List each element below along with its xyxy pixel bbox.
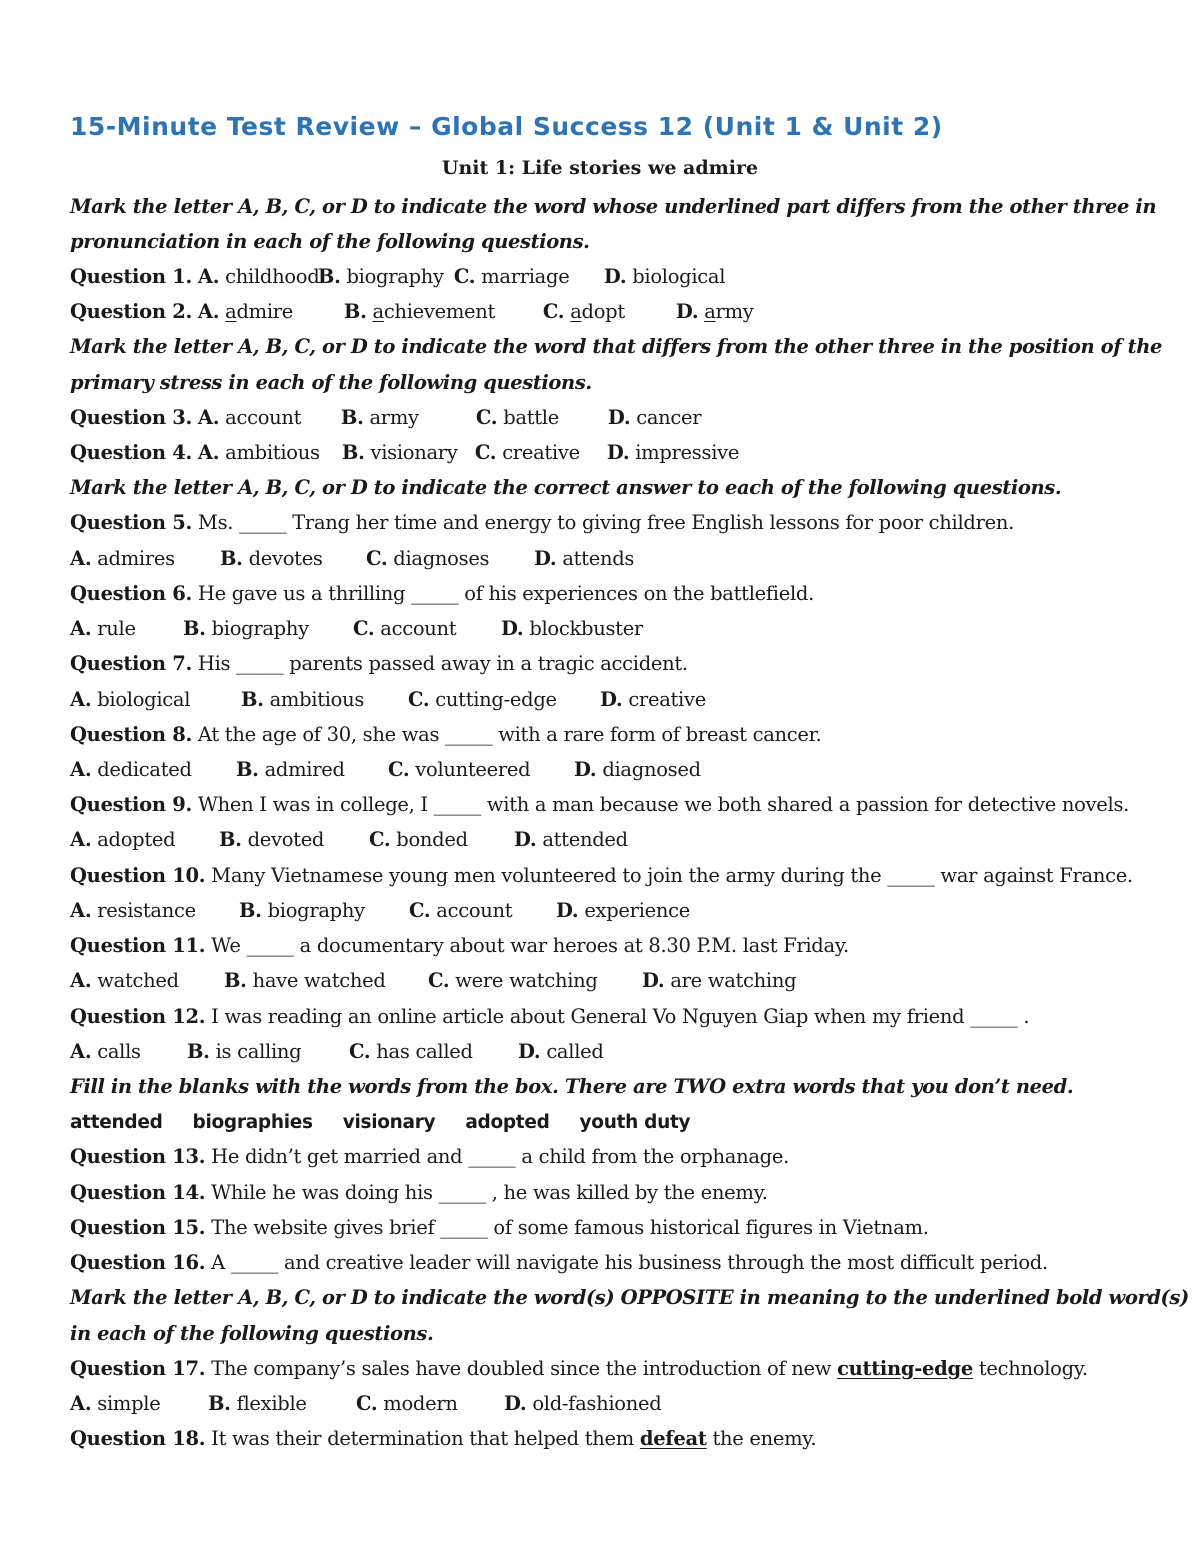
option-letter: B. [241,687,264,711]
option-a [70,752,236,787]
option-letter: D. [606,441,630,465]
option-letter: B. [341,441,365,465]
question-1 [70,259,1155,294]
option-letter: D. [556,898,579,922]
option-letter: C. [369,828,391,852]
word-box [70,1104,1155,1139]
option-text: ambitious [225,441,320,465]
option-letter: D. [642,969,665,993]
option-text: dmire [236,300,294,324]
instruction-stress-cont: primary stress in each of the following questions. [70,370,592,394]
option-letter: B. [317,264,341,288]
option-letter: D. [534,546,557,570]
question-7-options [70,682,1155,717]
option-letter: C. [474,441,497,465]
underlined-part: a [372,300,384,324]
option-c [454,259,604,294]
option-letter: C. [388,758,410,781]
option-b [183,611,353,646]
option-letter: C. [453,264,476,288]
option-letter: A. [70,546,92,570]
question-label: Question 3. [70,405,192,429]
underlined-part: a [225,300,237,324]
option-letter: A. [70,898,92,922]
box-word: visionary [342,1112,436,1134]
option-letter: C. [542,300,565,324]
option-letter: A. [70,617,92,641]
option-b [220,541,366,576]
option-text: adopted [97,828,176,852]
option-text: chievement [383,300,496,324]
option-letter: D. [600,687,623,711]
option-text: account [436,898,513,922]
option-letter: A. [70,687,92,711]
option-c [409,893,556,928]
option-text: creative [502,441,580,465]
option-text: cutting-edge [435,687,557,711]
question-8-options [70,752,1155,787]
option-text: simple [97,1391,161,1415]
question-label: Question 7. [70,652,192,676]
question-5-options [70,541,1155,576]
question-label: Question 4. [70,441,192,465]
option-text: modern [383,1391,458,1415]
option-d [604,259,725,294]
option-letter: C. [366,546,388,570]
instruction-pronunciation-cont: pronunciation in each of the following questions. [70,229,590,253]
option-letter: D. [504,1391,527,1415]
option-text: devotes [248,546,323,570]
question-label: Question 5. [70,511,192,535]
question-15 [70,1210,1155,1245]
option-b [236,752,388,787]
question-label: Question 12. [70,1004,206,1028]
question-stem: When I was in college, I _____ with a man because we both shared a passion for detective novels. [197,793,1130,817]
option-text: creative [628,687,706,711]
page-title: 15-Minute Test Review – Global Success 12 (Unit 1 & Unit 2) [70,112,943,141]
question-stem: Ms. _____ Trang her time and energy to giving free English lessons for poor children. [197,511,1014,535]
question-label: Question 11. [70,934,206,958]
option-text: childhood [225,264,320,288]
option-text: rmy [715,300,754,324]
question-14 [70,1175,1155,1210]
question-label: Question 8. [70,722,192,746]
option-letter: A. [197,300,220,324]
option-text: blockbuster [529,617,643,641]
question-stem: A _____ and creative leader will navigate his business through the most difficult period. [211,1251,1048,1275]
option-text: biography [211,617,309,641]
worksheet-body [70,189,1189,1457]
option-text: diagnoses [393,546,490,570]
option-text: biography [346,264,444,288]
option-a [198,294,344,329]
option-letter: B. [239,898,262,922]
question-stem: While he was doing his _____ , he was killed by the enemy. [211,1180,768,1204]
question-4 [70,435,1155,470]
question-13 [70,1139,1155,1174]
option-letter: D. [501,617,524,641]
question-11 [70,928,1155,963]
option-b [241,682,408,717]
option-letter: C. [409,898,431,922]
question-16 [70,1245,1155,1280]
option-d [607,435,739,470]
question-11-options [70,963,1155,998]
question-stem: We _____ a documentary about war heroes at 8.30 P.M. last Friday. [211,934,849,958]
option-d [556,893,690,928]
option-text: flexible [236,1391,307,1415]
instruction-opposite: Mark the letter A, B, C, or D to indicate the word(s) OPPOSITE in meaning to the underlined bold word(s) [70,1286,1189,1310]
option-text: ambitious [269,687,365,711]
option-letter: B. [220,546,243,570]
option-text: army [369,405,419,429]
question-7 [70,646,1155,681]
question-stem: I was reading an online article about General Vo Nguyen Giap when my friend _____ . [211,1004,1030,1028]
option-letter: A. [197,405,220,429]
question-label: Question 10. [70,863,206,887]
option-d [534,541,634,576]
option-text: account [225,405,302,429]
underlined-bold-word: defeat [639,1427,707,1451]
question-9 [70,787,1155,822]
option-b [344,294,543,329]
question-label: Question 18. [70,1427,206,1451]
question-9-options [70,822,1155,857]
unit-heading: Unit 1: Life stories we admire [441,157,759,179]
option-c [366,541,534,576]
question-stem-post: technology. [972,1356,1088,1380]
option-a [70,541,220,576]
option-letter: A. [197,441,220,465]
option-a [70,893,239,928]
option-letter: D. [574,758,597,781]
option-letter: B. [208,1391,231,1415]
question-label: Question 15. [70,1215,206,1239]
question-5 [70,505,1155,540]
question-stem-pre: The company’s sales have doubled since the introduction of new [211,1356,838,1380]
question-12-options [70,1034,1155,1069]
option-d [676,294,754,329]
option-text: attends [562,546,635,570]
option-d [501,611,643,646]
option-letter: D. [518,1039,541,1063]
option-b [239,893,409,928]
option-d [608,400,701,435]
question-stem: He didn’t get married and _____ a child from the orphanage. [211,1145,789,1169]
option-text: biological [632,264,726,288]
option-letter: B. [183,617,206,641]
option-letter: C. [408,687,430,711]
option-text: cancer [636,405,702,429]
option-letter: B. [224,969,247,993]
option-a [70,963,224,998]
question-label: Question 1. [70,264,192,288]
option-text: bonded [396,828,468,852]
option-text: admires [97,546,175,570]
question-label: Question 6. [70,581,192,605]
question-17-options [70,1386,1155,1421]
option-text: account [380,617,457,641]
question-stem-pre: It was their determination that helped them [211,1427,640,1451]
question-6 [70,576,1155,611]
option-letter: D. [675,300,699,324]
option-letter: A. [70,758,92,781]
option-c [356,1386,504,1421]
question-label: Question 14. [70,1180,206,1204]
option-c [388,752,574,787]
question-6-options [70,611,1155,646]
question-18 [70,1421,1155,1456]
option-text: diagnosed [602,758,701,781]
option-letter: C. [428,969,450,993]
option-text: biological [97,687,191,711]
option-text: rule [97,617,136,641]
option-text: called [546,1039,604,1063]
option-text: devoted [247,828,325,852]
option-a [198,435,342,470]
option-a [70,822,219,857]
option-b [341,400,476,435]
option-letter: A. [70,828,92,852]
option-a [70,1386,208,1421]
box-word: attended [70,1112,163,1134]
instruction-opposite-cont: in each of the following questions. [70,1321,434,1345]
option-text: were watching [455,969,598,993]
question-stem: His _____ parents passed away in a tragic accident. [197,652,688,676]
question-8 [70,717,1155,752]
option-letter: B. [340,405,364,429]
option-a [70,611,183,646]
question-stem: At the age of 30, she was _____ with a rare form of breast cancer. [197,722,822,746]
option-letter: B. [343,300,367,324]
option-letter: C. [349,1039,371,1063]
option-text: resistance [97,898,196,922]
question-stem: The website gives brief _____ of some famous historical figures in Vietnam. [211,1215,929,1239]
option-text: battle [503,405,559,429]
option-c [428,963,642,998]
option-b [219,822,369,857]
question-label: Question 17. [70,1356,206,1380]
option-a [70,682,241,717]
underlined-part: a [570,300,582,324]
option-letter: A. [70,1391,92,1415]
option-text: volunteered [415,758,531,781]
option-a [198,259,318,294]
option-text: old-fashioned [532,1391,662,1415]
instruction-stress: Mark the letter A, B, C, or D to indicate the word that differs from the other three in the position of the [70,335,1162,359]
option-letter: B. [236,758,259,781]
option-d [600,682,706,717]
option-b [208,1386,356,1421]
option-text: marriage [481,264,570,288]
option-b [342,435,475,470]
option-c [476,400,608,435]
option-text: admired [264,758,345,781]
option-b [187,1034,349,1069]
option-a [70,1034,187,1069]
question-stem: Many Vietnamese young men volunteered to join the army during the _____ war against France. [211,863,1133,887]
option-letter: D. [603,264,627,288]
box-word: biographies [192,1112,313,1134]
option-c [475,435,607,470]
option-letter: A. [70,969,92,993]
option-text: experience [584,898,690,922]
underlined-bold-word: cutting-edge [837,1356,973,1380]
option-d [642,963,796,998]
question-2 [70,294,1155,329]
option-letter: C. [356,1391,378,1415]
question-stem: He gave us a thrilling _____ of his experiences on the battlefield. [197,581,814,605]
option-letter: A. [197,264,220,288]
option-c [353,611,501,646]
option-c [349,1034,518,1069]
option-text: attended [542,828,628,852]
option-c [408,682,600,717]
box-word: adopted [465,1112,550,1134]
question-label: Question 2. [70,300,192,324]
option-text: dopt [581,300,625,324]
instruction-fill-blanks: Fill in the blanks with the words from the box. There are TWO extra words that you don’t need. [70,1074,1074,1098]
question-label: Question 16. [70,1251,206,1275]
option-letter: B. [219,828,242,852]
option-c [543,294,676,329]
option-b [224,963,428,998]
option-text: biography [267,898,365,922]
question-label: Question 9. [70,793,192,817]
option-text: dedicated [97,758,192,781]
option-b [318,259,454,294]
option-c [369,822,514,857]
question-10-options [70,893,1155,928]
question-label: Question 13. [70,1145,206,1169]
option-text: watched [97,969,179,993]
question-10 [70,858,1155,893]
option-letter: C. [475,405,498,429]
instruction-correct-answer: Mark the letter A, B, C, or D to indicate the correct answer to each of the following questions. [70,476,1062,500]
option-letter: A. [70,1039,92,1063]
option-text: visionary [370,441,458,465]
option-d [504,1386,661,1421]
option-text: are watching [670,969,797,993]
option-letter: B. [187,1039,210,1063]
question-17 [70,1351,1155,1386]
option-letter: D. [607,405,631,429]
option-d [518,1034,604,1069]
box-word: youth duty [579,1112,691,1134]
option-text: is calling [215,1039,302,1063]
instruction-pronunciation: Mark the letter A, B, C, or D to indicate the word whose underlined part differs from the other three in [70,194,1157,218]
option-letter: D. [514,828,537,852]
underlined-part: a [704,300,716,324]
question-12 [70,999,1155,1034]
option-d [514,822,628,857]
option-text: has called [376,1039,473,1063]
option-text: calls [97,1039,141,1063]
option-d [574,752,701,787]
question-stem-post: the enemy. [706,1427,817,1451]
option-text: have watched [252,969,386,993]
option-a [198,400,341,435]
option-letter: C. [353,617,375,641]
option-text: impressive [635,441,740,465]
question-3 [70,400,1155,435]
